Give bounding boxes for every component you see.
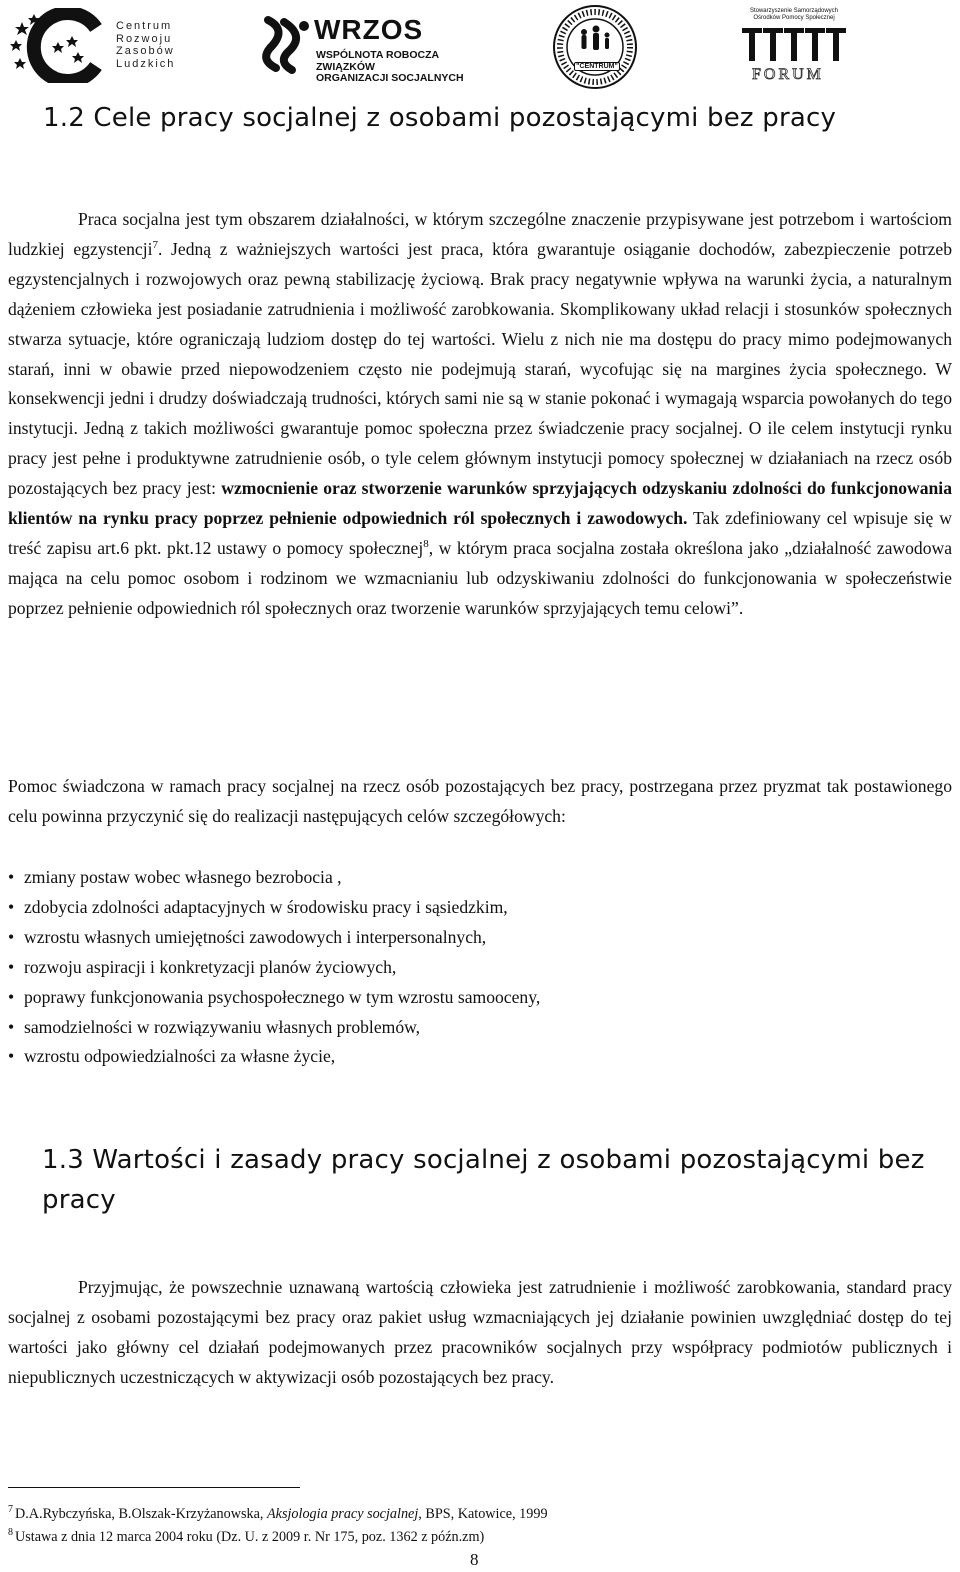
footnote-ref-8[interactable]: 8 — [423, 538, 429, 551]
paragraph-values: Przyjmując, że powszechnie uznawaną wartością człowieka jest zatrudnienie i możliwość zarobkowania, standard pracy socjalnej z osobami pozostającymi bez pracy oraz pakiet usług wzmacniających jej działanie powinien uwzględniać dostęp do tej wartości jako główny cel działań podejmowanych przez pracowników socjalnych przy współpracy podmiotów publicznych i niepublicznych uczestniczących w aktywizacji osób pozostających bez pracy. — [8, 1277, 952, 1387]
list-item: • wzrostu własnych umiejętności zawodowych i interpersonalnych, — [8, 923, 540, 953]
forum-word: FORUM — [752, 66, 824, 83]
list-item: • samodzielności w rozwiązywaniu własnych problemów, — [8, 1013, 540, 1043]
footnote-ref-7[interactable]: 7 — [152, 239, 158, 252]
footnote-7 — [8, 1505, 548, 1523]
wrzos-emblem-icon — [262, 12, 312, 76]
wrzos-subtitle — [316, 50, 482, 85]
crzl-line: Ludzkich — [116, 57, 176, 70]
header-logos — [0, 0, 960, 95]
forum-logo — [738, 6, 850, 88]
section-heading-1-3: 1.3 Wartości i zasady pracy socjalnej z osobami pozostającymi bez pracy — [42, 1145, 925, 1215]
goals-bullet-list — [8, 863, 540, 1072]
paragraph-specific-goals: Pomoc świadczona w ramach pracy socjalnej na rzecz osób pozostających bez pracy, postrzegana przez pryzmat tak postawionego celu powinna przyczynić się do realizacji następujących celów szczegółowych: — [8, 776, 952, 826]
crzl-logo — [8, 8, 178, 83]
footnote-8 — [8, 1528, 484, 1546]
list-item: • zdobycia zdolności adaptacyjnych w środowisku pracy i sąsiedzkim, — [8, 893, 540, 923]
list-item: • wzrostu odpowiedzialności za własne życie, — [8, 1042, 540, 1072]
crzl-line: Rozwoju — [116, 32, 173, 45]
wrzos-sub-line: ORGANIZACJI SOCJALNYCH — [316, 72, 464, 84]
paragraph-text: Tak zdefiniowany cel wpisuje się w treść zapisu art.6 pkt. pkt.12 ustawy o pomocy społecznej — [8, 508, 952, 558]
wrzos-title: WRZOS — [314, 14, 424, 45]
crzl-line: Zasobów — [116, 45, 175, 57]
list-item: • rozwoju aspiracji i konkretyzacji planów życiowych, — [8, 953, 540, 983]
centrum-logo — [552, 4, 638, 90]
footnote-number: 7 — [8, 1504, 13, 1515]
forum-org-line: Ośrodków Pomocy Społecznej — [753, 15, 835, 21]
forum-pillars-icon — [738, 24, 850, 64]
paragraph-goals — [8, 205, 952, 624]
centrum-seal-icon — [552, 4, 638, 90]
list-item: • zmiany postaw wobec własnego bezrobocia , — [8, 863, 540, 893]
paragraph-text: , w którym praca socjalna została określona jako „działalność zawodowa mająca na celu pomoc osobom i rodzinom we wzmacnianiu lub odzyskiwaniu zdolności do funkcjonowania w społeczeństwie poprzez pełnienie odpowiednich ról społecznych oraz tworzenie warunków sprzyjających temu celowi”. — [8, 537, 953, 618]
centrum-label: "CENTRUM" — [574, 62, 620, 71]
footnote-text: , BPS, Katowice, 1999 — [418, 1506, 548, 1522]
wrzos-sub-line: WSPÓLNOTA ROBOCZA ZWIĄZKÓW — [316, 49, 439, 73]
section-heading-1-2: 1.2 Cele pracy socjalnej z osobami pozostającymi bez pracy — [43, 103, 837, 133]
crzl-emblem-icon — [8, 8, 113, 83]
footnote-book-title: Aksjologia pracy socjalnej — [266, 1506, 419, 1522]
footnote-text: Ustawa z dnia 12 marca 2004 roku (Dz. U. z 2009 r. Nr 175, poz. 1362 z późn.zm) — [15, 1529, 485, 1545]
list-item: • poprawy funkcjonowania psychospołecznego w tym wzrostu samooceny, — [8, 983, 540, 1013]
paragraph-text: Praca socjalna jest tym obszarem działalności, w którym szczególne znaczenie przypisywane jest potrzebom i wartościom ludzkiej egzystencji — [8, 209, 952, 259]
page-number: 8 — [470, 1550, 479, 1569]
forum-org-name — [744, 8, 844, 22]
main-goal-bold-text: wzmocnienie oraz stworzenie warunków sprzyjających odzyskaniu zdolności do funkcjonowania klientów na rynku pracy poprzez pełnienie odpowiednich ról społecznych i zawodowych. — [8, 478, 952, 529]
wrzos-logo — [262, 12, 482, 84]
crzl-logo-text — [116, 20, 175, 70]
footnote-number: 8 — [8, 1527, 13, 1538]
paragraph-text: . Jedną z ważniejszych wartości jest praca, która gwarantuje osiąganie dochodów, zabezpieczenie potrzeb egzystencjalnych i rozwojowych oraz pewną stabilizację życiową. Brak pracy negatywnie wpływa na warunki życia, a naturalnym dążeniem człowieka jest posiadanie zatrudnienia i możliwość zarobkowania. Skomplikowany układ relacji i stosunków społecznych stwarza sytuacje, które ograniczają ludziom dostęp do tej wartości. Wielu z nich nie ma dostępu do pracy mimo podejmowanych starań, inni w obawie przed niepowodzeniem często nie podejmują starań, wycofując się na margines życia społecznego. W konsekwencji jedni i drudzy doświadczają trudności, których sami nie są w stanie pokonać i wymagają wsparcia powołanych do tego instytucji. Jedną z takich możliwości gwarantuje pomoc społeczna przez świadczenie pracy socjalnej. O ile celem instytucji rynku pracy jest pełne i produktywne zatrudnienie osób, o tyle celem głównym instytucji pomocy społecznej w działaniach na rzecz osób pozostających bez pracy jest: — [8, 238, 952, 499]
footnote-text: D.A.Rybczyńska, B.Olszak-Krzyżanowska, — [15, 1506, 267, 1522]
crzl-line: Centrum — [116, 20, 173, 32]
forum-org-line: Stowarzyszenie Samorządowych — [749, 8, 839, 14]
footnote-divider — [8, 1487, 300, 1488]
